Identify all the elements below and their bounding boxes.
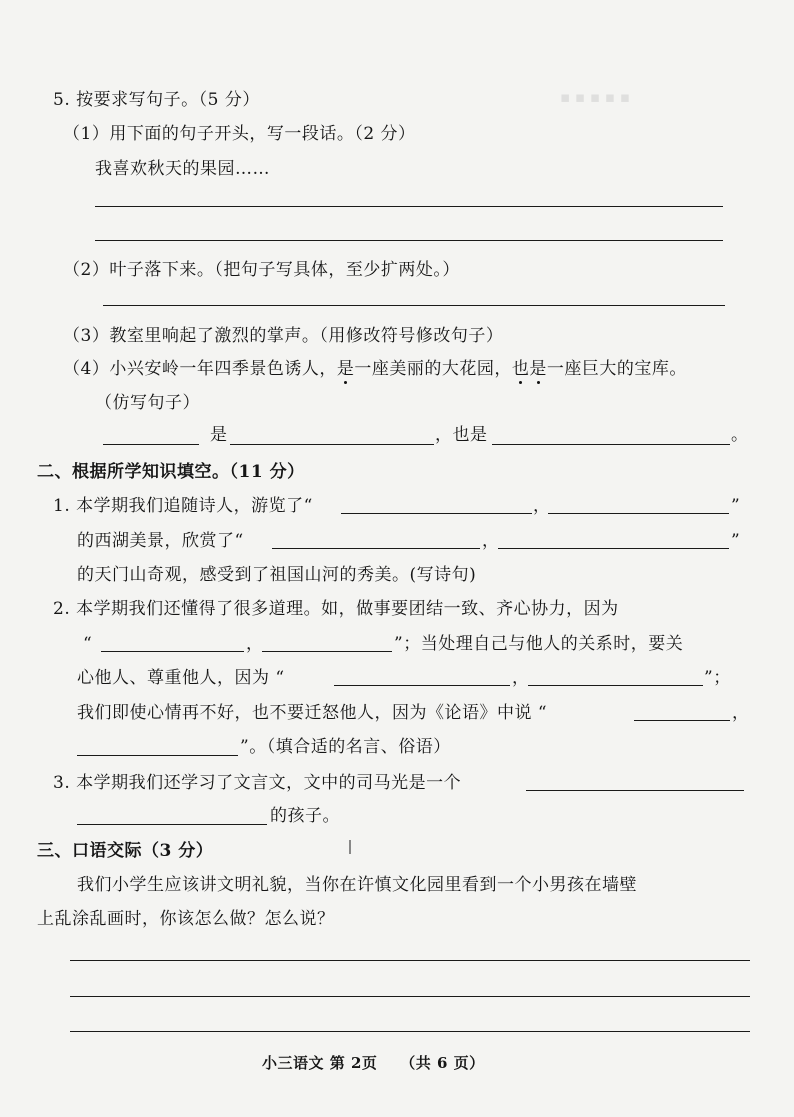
answer-line-q5-1b[interactable] [95, 240, 723, 241]
s2-q1-line1: 1. 本学期我们追随诗人，游览了“ [53, 496, 313, 516]
page-footer: 小三语文 第 2页 （共 6 页） [262, 1054, 485, 1072]
fill-blank-s2-q3-b[interactable] [77, 824, 267, 825]
q5-sub1-start: 我喜欢秋天的果园…… [95, 159, 270, 179]
fill-blank-s2-q1-d[interactable] [498, 548, 729, 549]
s2-q2-line1: 2. 本学期我们还懂得了很多道理。如，做事要团结一致、齐心协力，因为 [53, 599, 619, 619]
q5-title: 5. 按要求写句子。（5 分） [53, 90, 260, 110]
s2-q1-line2: 的西湖美景，欣赏了“ [77, 531, 244, 551]
emphasis-ye: 也 [511, 359, 530, 379]
fill-blank-q5-4a[interactable] [103, 444, 199, 445]
s2-q1-line3: 的天门山奇观，感受到了祖国山河的秀美。(写诗句) [77, 565, 477, 585]
q5-sub3-prompt: （3）教室里响起了激烈的掌声。（用修改符号修改句子） [63, 326, 504, 346]
fill-blank-s2-q2-a[interactable] [101, 651, 244, 652]
fill-blank-s2-q3-a[interactable] [526, 790, 744, 791]
s2-q2-line2-tail: ”；当处理自己与他人的关系时，要关 [394, 634, 684, 654]
s2-q2-comma-1: ， [246, 634, 264, 654]
fill-blank-s2-q1-a[interactable] [341, 513, 532, 514]
fill-blank-s2-q1-b[interactable] [548, 513, 729, 514]
fill-label-shi: 是 [210, 425, 228, 445]
answer-line-s3-a[interactable] [70, 960, 750, 961]
fill-blank-s2-q2-e[interactable] [634, 720, 730, 721]
s2-q3-line2-tail: 的孩子。 [270, 806, 340, 826]
s2-q1-comma-2: ， [482, 531, 500, 551]
section3-title: 三、口语交际（3 分） [37, 841, 214, 861]
fold-mark [349, 840, 351, 854]
answer-line-q5-1a[interactable] [95, 206, 723, 207]
fill-blank-s2-q2-c[interactable] [334, 685, 510, 686]
q5-sub1-prompt: （1）用下面的句子开头，写一段话。（2 分） [63, 124, 416, 144]
s2-q2-line3-end: ”； [704, 668, 731, 688]
s2-q2-line4: 我们即使心情再不好，也不要迁怒他人，因为《论语》中说 “ [77, 703, 548, 723]
fill-label-also-is: ，也是 [435, 425, 488, 445]
s3-line2: 上乱涂乱画时，你该怎么做？怎么说？ [37, 909, 335, 929]
s2-q2-open-quote: “ [83, 634, 93, 654]
s2-q1-close-2: ” [731, 531, 741, 551]
bleed-through-marks: ▪ ▪ ▪ ▪ ▪ [560, 88, 630, 106]
fill-blank-q5-4c[interactable] [492, 444, 730, 445]
q5-sub4-part-b: 一座美丽的大花园， [354, 359, 512, 379]
section2-title: 二、根据所学知识填空。（11 分） [37, 462, 305, 482]
s2-q2-line3: 心他人、尊重他人，因为 “ [77, 668, 285, 688]
q5-sub4-part-c: 一座巨大的宝库。 [546, 359, 687, 379]
s2-q2-comma-2: ， [512, 668, 530, 688]
s2-q1-comma-1: ， [533, 496, 551, 516]
fill-blank-s2-q1-c[interactable] [272, 548, 480, 549]
emphasis-shi-2: 是 [529, 359, 547, 379]
fill-blank-s2-q2-b[interactable] [262, 651, 392, 652]
s2-q3-line1: 3. 本学期我们还学习了文言文，文中的司马光是一个 [53, 773, 462, 793]
q5-sub4-note: （仿写句子） [95, 393, 200, 413]
emphasis-shi-1: 是 [336, 359, 355, 379]
answer-line-s3-c[interactable] [70, 1031, 750, 1032]
q5-sub2-prompt: （2）叶子落下来。（把句子写具体，至少扩两处。） [63, 260, 460, 280]
answer-line-q5-2[interactable] [103, 305, 725, 306]
fill-blank-q5-4b[interactable] [230, 444, 434, 445]
fill-label-period: 。 [731, 425, 749, 445]
answer-line-s3-b[interactable] [70, 996, 750, 997]
s2-q1-close-1: ” [731, 496, 741, 516]
s3-line1: 我们小学生应该讲文明礼貌，当你在许慎文化园里看到一个小男孩在墙壁 [77, 875, 637, 895]
s2-q2-line4-end: ， [732, 703, 750, 723]
fill-blank-s2-q2-d[interactable] [528, 685, 703, 686]
q5-sub4-part-a: （4）小兴安岭一年四季景色诱人， [63, 359, 337, 379]
s2-q2-line5-tail: ”。（填合适的名言、俗语） [240, 737, 451, 757]
q5-sub4-prompt [63, 358, 687, 380]
fill-blank-s2-q2-f[interactable] [77, 755, 238, 756]
